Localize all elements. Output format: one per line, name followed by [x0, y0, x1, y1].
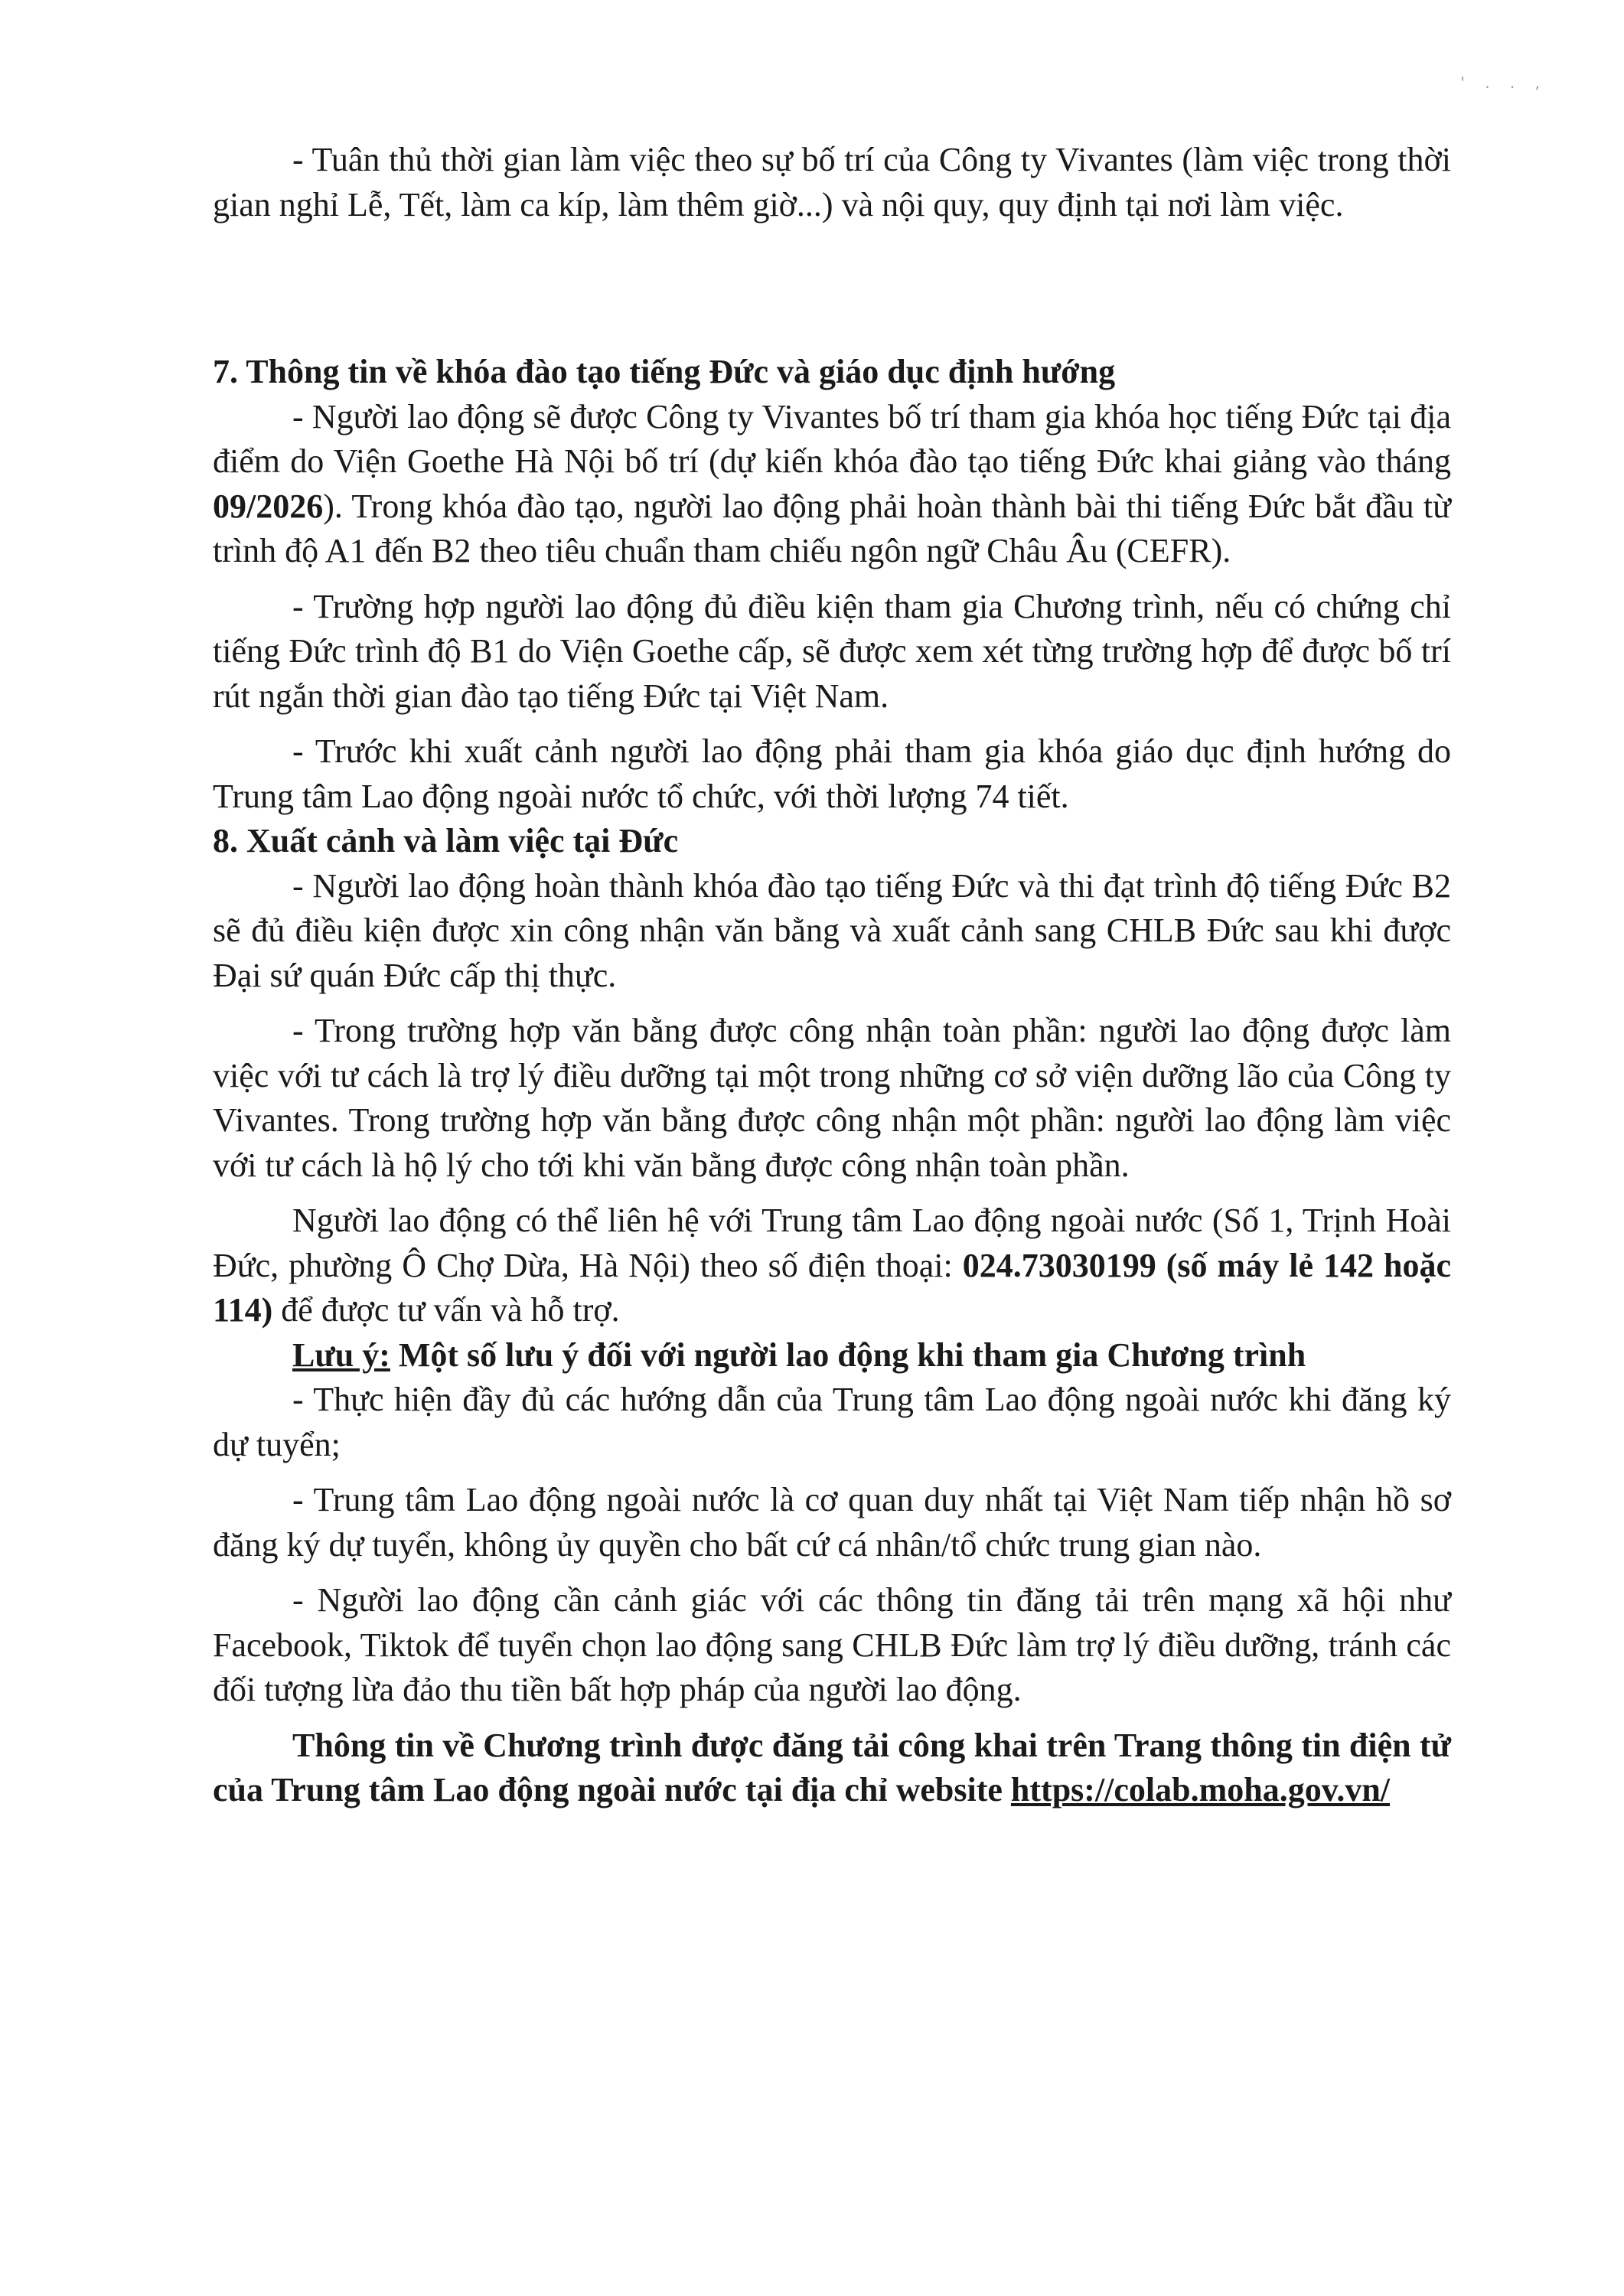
note-item-2: - Trung tâm Lao động ngoài nước là cơ quan duy nhất tại Việt Nam tiếp nhận hồ sơ đăng ký dự tuyển, không ủy quyền cho bất cứ cá nhân/tổ chức trung gian nào. — [213, 1481, 1451, 1564]
note-heading — [213, 1333, 1451, 1378]
note-title: Một số lưu ý đối với người lao động khi tham gia Chương trình — [390, 1336, 1306, 1374]
section-7-paragraph-3: - Trước khi xuất cảnh người lao động phải tham gia khóa giáo dục định hướng do Trung tâm Lao động ngoài nước tổ chức, với thời lượng 74 tiết. — [213, 732, 1451, 815]
contact-phone: 024.73030199 (số máy lẻ 142 hoặc 114) — [213, 1246, 1451, 1329]
contact-paragraph: Người lao động có thể liên hệ với Trung tâm Lao động ngoài nước (Số 1, Trịnh Hoài Đức, phường Ô Chợ Dừa, Hà Nội) theo số điện thoại: 024.73030199 (số máy lẻ 142 hoặc 114) để được tư vấn và hỗ trợ. — [213, 1202, 1451, 1329]
section-8-paragraph-1: - Người lao động hoàn thành khóa đào tạo tiếng Đức và thi đạt trình độ tiếng Đức B2 sẽ đủ điều kiện được xin công nhận văn bằng và xuất cảnh sang CHLB Đức sau khi được Đại sứ quán Đức cấp thị thực. — [213, 866, 1451, 994]
intro-paragraph: - Tuân thủ thời gian làm việc theo sự bố trí của Công ty Vivantes (làm việc trong thời gian nghỉ Lễ, Tết, làm ca kíp, làm thêm giờ...) và nội quy, quy định tại nơi làm việc. — [213, 141, 1451, 223]
section-7-heading: 7. Thông tin về khóa đào tạo tiếng Đức và giáo dục định hướng — [213, 353, 1116, 390]
scan-corner-mark: ' . . , — [1460, 73, 1547, 92]
note-item-1: - Thực hiện đầy đủ các hướng dẫn của Trung tâm Lao động ngoài nước khi đăng ký dự tuyển; — [213, 1381, 1451, 1463]
section-7-paragraph-2: - Trường hợp người lao động đủ điều kiện tham gia Chương trình, nếu có chứng chỉ tiếng Đức trình độ B1 do Viện Goethe cấp, sẽ được xem xét từng trường hợp để được bố trí rút ngắn thời gian đào tạo tiếng Đức tại Việt Nam. — [213, 587, 1451, 715]
website-link[interactable]: https://colab.moha.gov.vn/ — [1010, 1771, 1391, 1808]
section-8-heading: 8. Xuất cảnh và làm việc tại Đức — [213, 822, 679, 859]
course-start-date: 09/2026 — [213, 487, 324, 525]
section-7-paragraph-1: - Người lao động sẽ được Công ty Vivantes bố trí tham gia khóa học tiếng Đức tại địa điểm do Viện Goethe Hà Nội bố trí (dự kiến khóa đào tạo tiếng Đức khai giảng vào tháng 09/2026). Trong khóa đào tạo, người lao động phải hoàn thành bài thi tiếng Đức bắt đầu từ trình độ A1 đến B2 theo tiêu chuẩn tham chiếu ngôn ngữ Châu Âu (CEFR). — [213, 397, 1451, 569]
note-item-3: - Người lao động cần cảnh giác với các thông tin đăng tải trên mạng xã hội như Facebook, Tiktok để tuyển chọn lao động sang CHLB Đức làm trợ lý điều dưỡng, tránh các đối tượng lừa đảo thu tiền bất hợp pháp của người lao động. — [213, 1581, 1451, 1708]
note-label: Lưu ý: — [292, 1336, 390, 1374]
section-8-paragraph-2: - Trong trường hợp văn bằng được công nhận toàn phần: người lao động được làm việc với tư cách là trợ lý điều dưỡng tại một trong những cơ sở viện dưỡng lão của Công ty Vivantes. Trong trường hợp văn bằng được công nhận một phần: người lao động làm việc với tư cách là hộ lý cho tới khi văn bằng được công nhận toàn phần. — [213, 1012, 1451, 1184]
document-body — [213, 138, 1451, 1813]
closing-paragraph: Thông tin về Chương trình được đăng tải công khai trên Trang thông tin điện tử của Trung tâm Lao động ngoài nước tại địa chỉ website https://colab.moha.gov.vn/ — [213, 1726, 1451, 1808]
